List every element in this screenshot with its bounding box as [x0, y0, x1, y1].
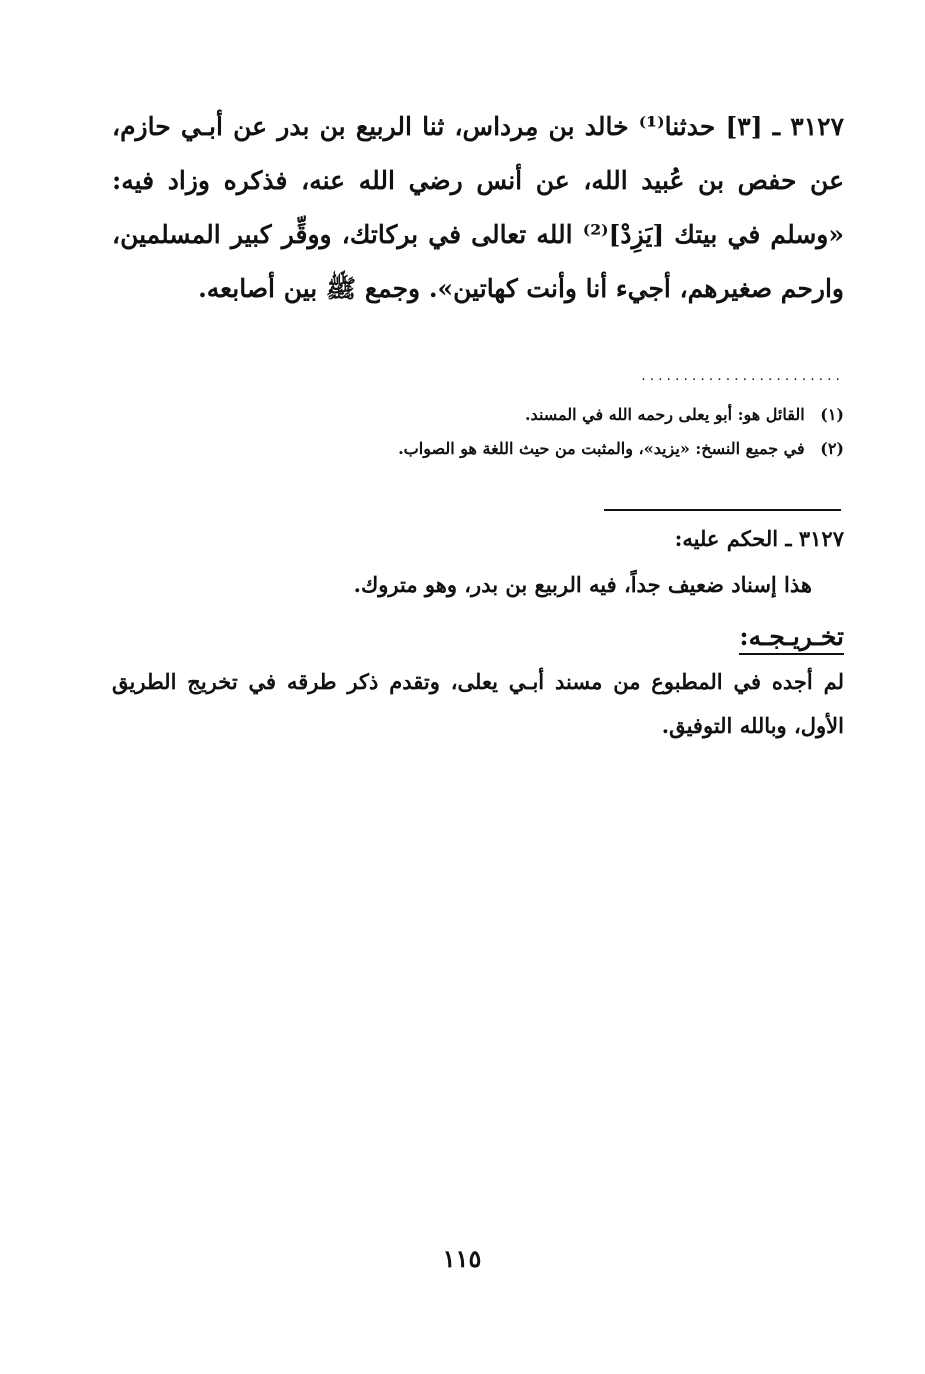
ruling-text: هذا إسناد ضعيف جداً، فيه الربيع بن بدر، وهو متروك. [353, 572, 812, 597]
footnote-number: (٢) [820, 439, 844, 458]
section-divider [604, 509, 841, 511]
hadith-paragraph: ٣١٢٧ ـ [٣] حدثنا⁽¹⁾ خالد بن مِرداس، ثنا الربيع بن بدر عن أبـي حازم، عن حفص بن عُبيد الله، عن أنس رضي الله عنه، فذكره وزاد فيه: «وسلم في بيتك [يَزِدْ]⁽²⁾ الله تعالى في بركاتك، ووقِّر كبير المسلمين، وارحم صغيرهم، أجيء أنا وأنت كهاتين». وجمع ﷺ بين أصابعه. [112, 112, 844, 303]
footnote-number: (١) [820, 405, 844, 424]
takhrij-paragraph: لم أجده في المطبوع من مسند أبـي يعلى، وتقدم ذكر طرقه في تخريج الطريق الأول، وبالله التوفيق. [112, 669, 844, 738]
takhrij-text-block [112, 660, 844, 748]
footnote-text: في جميع النسخ: «يزيد»، والمثبت من حيث اللغة هو الصواب. [398, 439, 805, 458]
page-number: ١١٥ [442, 1244, 482, 1273]
hadith-text-block [112, 100, 844, 316]
footnotes [112, 398, 844, 466]
footnote-2 [112, 432, 844, 466]
ruling-heading: ٣١٢٧ ـ الحكم عليه: [674, 526, 844, 551]
footnote-separator-dots: ........................ [641, 368, 844, 384]
takhrij-heading-label: تخـريـجـه: [739, 622, 844, 655]
takhrij-heading [112, 616, 844, 658]
footnote-text: القائل هو: أبو يعلى رحمه الله في المسند. [524, 405, 805, 424]
footnote-1 [112, 398, 844, 432]
